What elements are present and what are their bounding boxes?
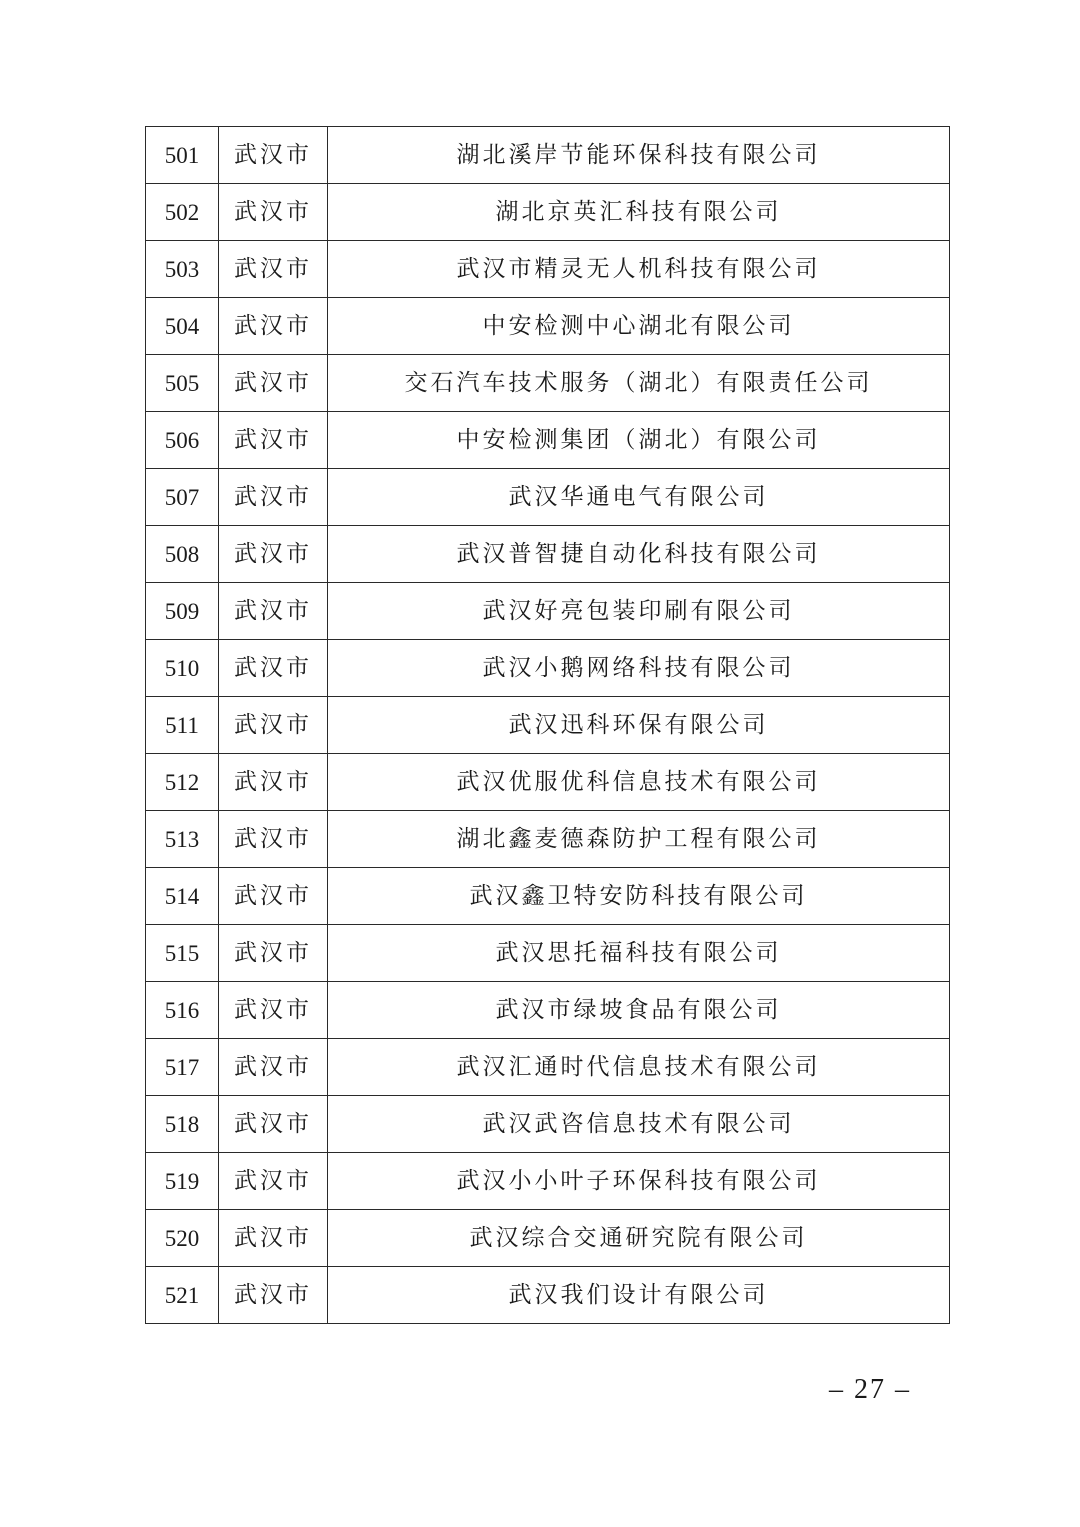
city-cell: 武汉市: [219, 1210, 328, 1267]
company-name-cell: 武汉普智捷自动化科技有限公司: [328, 526, 950, 583]
city-cell: 武汉市: [219, 241, 328, 298]
table-row: [146, 355, 950, 412]
row-number-cell: 508: [146, 526, 219, 583]
table-row: [146, 925, 950, 982]
row-number-cell: 519: [146, 1153, 219, 1210]
row-number-cell: 502: [146, 184, 219, 241]
table-row: [146, 811, 950, 868]
row-number-cell: 505: [146, 355, 219, 412]
city-cell: 武汉市: [219, 1096, 328, 1153]
company-name-cell: 湖北溪岸节能环保科技有限公司: [328, 127, 950, 184]
city-cell: 武汉市: [219, 469, 328, 526]
company-name-cell: 武汉优服优科信息技术有限公司: [328, 754, 950, 811]
table-row: [146, 412, 950, 469]
table-row: [146, 1210, 950, 1267]
page-number: – 27 –: [829, 1374, 911, 1405]
row-number-cell: 520: [146, 1210, 219, 1267]
row-number-cell: 507: [146, 469, 219, 526]
row-number-cell: 509: [146, 583, 219, 640]
city-cell: 武汉市: [219, 298, 328, 355]
city-cell: 武汉市: [219, 754, 328, 811]
row-number-cell: 515: [146, 925, 219, 982]
row-number-cell: 516: [146, 982, 219, 1039]
table-row: [146, 868, 950, 925]
city-cell: 武汉市: [219, 982, 328, 1039]
city-cell: 武汉市: [219, 811, 328, 868]
city-cell: 武汉市: [219, 640, 328, 697]
table-row: [146, 184, 950, 241]
row-number-cell: 521: [146, 1267, 219, 1324]
row-number-cell: 517: [146, 1039, 219, 1096]
company-name-cell: 武汉汇通时代信息技术有限公司: [328, 1039, 950, 1096]
city-cell: 武汉市: [219, 127, 328, 184]
company-name-cell: 交石汽车技术服务（湖北）有限责任公司: [328, 355, 950, 412]
city-cell: 武汉市: [219, 1267, 328, 1324]
table-row: [146, 127, 950, 184]
city-cell: 武汉市: [219, 412, 328, 469]
row-number-cell: 503: [146, 241, 219, 298]
company-name-cell: 武汉思托福科技有限公司: [328, 925, 950, 982]
company-name-cell: 武汉华通电气有限公司: [328, 469, 950, 526]
row-number-cell: 504: [146, 298, 219, 355]
city-cell: 武汉市: [219, 925, 328, 982]
company-name-cell: 武汉迅科环保有限公司: [328, 697, 950, 754]
row-number-cell: 506: [146, 412, 219, 469]
company-name-cell: 武汉市精灵无人机科技有限公司: [328, 241, 950, 298]
table-row: [146, 1096, 950, 1153]
city-cell: 武汉市: [219, 526, 328, 583]
row-number-cell: 518: [146, 1096, 219, 1153]
company-name-cell: 武汉综合交通研究院有限公司: [328, 1210, 950, 1267]
row-number-cell: 514: [146, 868, 219, 925]
company-name-cell: 武汉武咨信息技术有限公司: [328, 1096, 950, 1153]
company-name-cell: 中安检测中心湖北有限公司: [328, 298, 950, 355]
city-cell: 武汉市: [219, 868, 328, 925]
company-name-cell: 湖北京英汇科技有限公司: [328, 184, 950, 241]
table-row: [146, 298, 950, 355]
table-row: [146, 1153, 950, 1210]
company-name-cell: 湖北鑫麦德森防护工程有限公司: [328, 811, 950, 868]
company-name-cell: 武汉鑫卫特安防科技有限公司: [328, 868, 950, 925]
company-name-cell: 武汉小小叶子环保科技有限公司: [328, 1153, 950, 1210]
table-row: [146, 982, 950, 1039]
table-body: [146, 127, 950, 1324]
company-name-cell: 中安检测集团（湖北）有限公司: [328, 412, 950, 469]
company-name-cell: 武汉小鹅网络科技有限公司: [328, 640, 950, 697]
company-name-cell: 武汉市绿坡食品有限公司: [328, 982, 950, 1039]
city-cell: 武汉市: [219, 184, 328, 241]
table-row: [146, 469, 950, 526]
table-row: [146, 583, 950, 640]
company-name-cell: 武汉我们设计有限公司: [328, 1267, 950, 1324]
city-cell: 武汉市: [219, 1039, 328, 1096]
company-name-cell: 武汉好亮包装印刷有限公司: [328, 583, 950, 640]
table-row: [146, 697, 950, 754]
city-cell: 武汉市: [219, 355, 328, 412]
row-number-cell: 510: [146, 640, 219, 697]
row-number-cell: 501: [146, 127, 219, 184]
company-list-table: [145, 126, 950, 1324]
row-number-cell: 512: [146, 754, 219, 811]
row-number-cell: 513: [146, 811, 219, 868]
table-row: [146, 1267, 950, 1324]
city-cell: 武汉市: [219, 583, 328, 640]
row-number-cell: 511: [146, 697, 219, 754]
table-row: [146, 241, 950, 298]
table-row: [146, 640, 950, 697]
table-row: [146, 526, 950, 583]
table-row: [146, 1039, 950, 1096]
city-cell: 武汉市: [219, 697, 328, 754]
city-cell: 武汉市: [219, 1153, 328, 1210]
table-row: [146, 754, 950, 811]
